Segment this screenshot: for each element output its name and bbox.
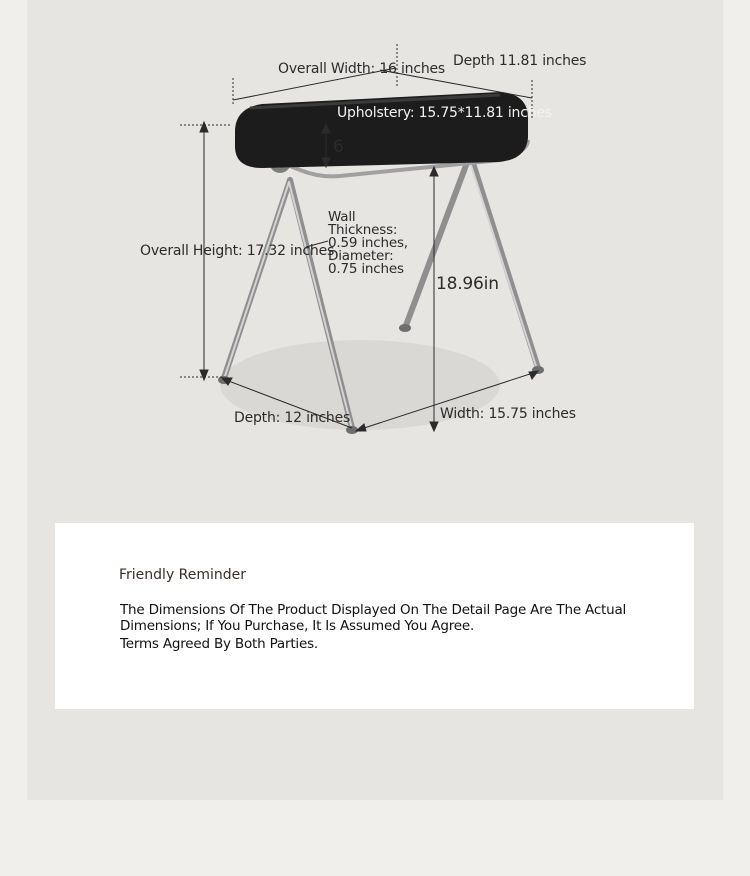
- width-bottom-label: Width: 15.75 inches: [440, 406, 576, 422]
- overall-height-label: Overall Height: 17.32 inches: [140, 243, 335, 259]
- overall-width-label: Overall Width: 16 inches: [278, 61, 446, 77]
- inner-height-label: 18.96in: [436, 274, 499, 294]
- seat-cushion: [235, 92, 552, 168]
- reminder-title: Friendly Reminder: [119, 567, 247, 583]
- upholstery-label: Upholstery: 15.75*11.81 inches: [337, 105, 552, 121]
- reminder-text: The Dimensions Of The Product Displayed On The Detail Page Are The Actual Dimensions; If You Purchase, It Is Assumed You Agree.: [120, 602, 627, 634]
- cushion-thickness-label: 6: [333, 137, 344, 157]
- reminder-card: [55, 523, 694, 709]
- depth-top-label: Depth 11.81 inches: [453, 53, 587, 69]
- depth-bottom-label: Depth: 12 inches: [234, 410, 351, 426]
- wall-thickness-label: Wall Thickness: 0.59 inches, Diameter: 0.75 inches: [328, 209, 408, 277]
- reminder-text-terms: Terms Agreed By Both Parties.: [120, 636, 319, 652]
